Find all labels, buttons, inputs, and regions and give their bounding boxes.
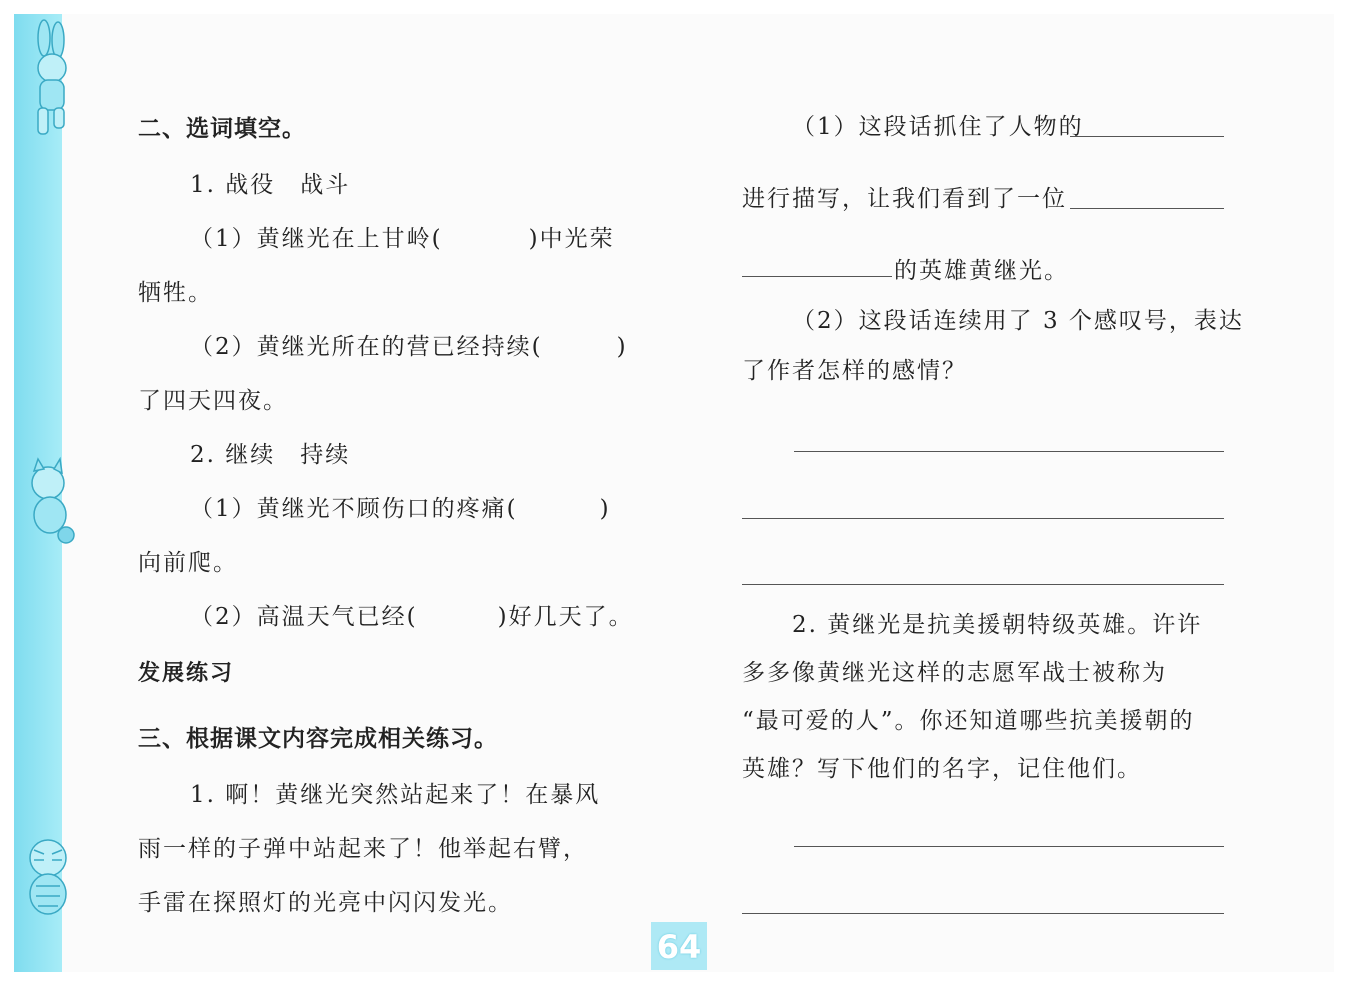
q2-answer-line-1[interactable] (794, 846, 1224, 847)
passage-line-1: 1. 啊！黄继光突然站起来了！在暴风 (190, 782, 601, 808)
q2-heroes-line-2: 多多像黄继光这样的志愿军战士被称为 (742, 660, 1167, 686)
q2-1-text-before: （1）黄继光不顾伤口的疼痛( (190, 496, 518, 522)
development-practice-title: 发展练习 (138, 661, 235, 686)
q2-heroes-line-3: “最可爱的人”。你还知道哪些抗美援朝的 (742, 708, 1195, 734)
q1-2-text-after: ) (616, 334, 628, 360)
q1-1-continuation: 牺牲。 (138, 280, 213, 306)
r1-answer-blank-2[interactable] (1070, 208, 1224, 209)
section-3-title: 三、根据课文内容完成相关练习。 (138, 726, 498, 752)
section-2-title: 二、选词填空。 (138, 116, 306, 142)
r2-answer-line-3[interactable] (742, 584, 1224, 585)
page-number: 64 (651, 922, 707, 970)
r2-answer-line-1[interactable] (794, 451, 1224, 452)
q2-2-text-after: )好几天了。 (497, 604, 634, 630)
r1-answer-blank-1[interactable] (1070, 136, 1224, 137)
q2-2-text-before: （2）高温天气已经( (190, 604, 418, 630)
q2-1-continuation: 向前爬。 (138, 550, 238, 576)
cat-illustration (14, 455, 84, 545)
tiger-illustration (14, 828, 84, 920)
q2-answer-line-2[interactable] (742, 913, 1224, 914)
r2-prompt-line-2: 了作者怎样的感情？ (742, 358, 967, 384)
r1-answer-blank-3[interactable] (742, 276, 892, 277)
r1-prompt-line-3: 的英雄黄继光。 (894, 258, 1069, 284)
r1-prompt-line-2: 进行描写，让我们看到了一位 (742, 186, 1067, 212)
r2-prompt-line-1: （2）这段话连续用了 3 个感叹号，表达 (792, 308, 1244, 334)
rabbit-illustration (14, 18, 84, 138)
q1-2-prompt (190, 328, 628, 361)
q2-2-prompt (190, 598, 634, 631)
passage-line-2: 雨一样的子弹中站起来了！他举起右臂， (138, 836, 588, 862)
q2-heroes-line-4: 英雄？写下他们的名字，记住他们。 (742, 756, 1142, 782)
q2-1-prompt (190, 490, 611, 523)
r1-prompt-line-1: （1）这段话抓住了人物的 (792, 114, 1084, 140)
q1-1-prompt (190, 220, 615, 253)
q1-1-text-after: )中光荣 (528, 226, 615, 252)
q1-1-text-before: （1）黄继光在上甘岭( (190, 226, 443, 252)
r2-answer-line-2[interactable] (742, 518, 1224, 519)
passage-line-3: 手雷在探照灯的光亮中闪闪发光。 (138, 890, 513, 916)
q2-word-choices: 2. 继续 持续 (190, 442, 351, 468)
q1-2-text-before: （2）黄继光所在的营已经持续( (190, 334, 543, 360)
q2-1-text-after: ) (599, 496, 611, 522)
q2-heroes-line-1: 2. 黄继光是抗美援朝特级英雄。许许 (792, 612, 1203, 638)
q1-2-continuation: 了四天四夜。 (138, 388, 288, 414)
q1-word-choices: 1. 战役 战斗 (190, 172, 351, 198)
